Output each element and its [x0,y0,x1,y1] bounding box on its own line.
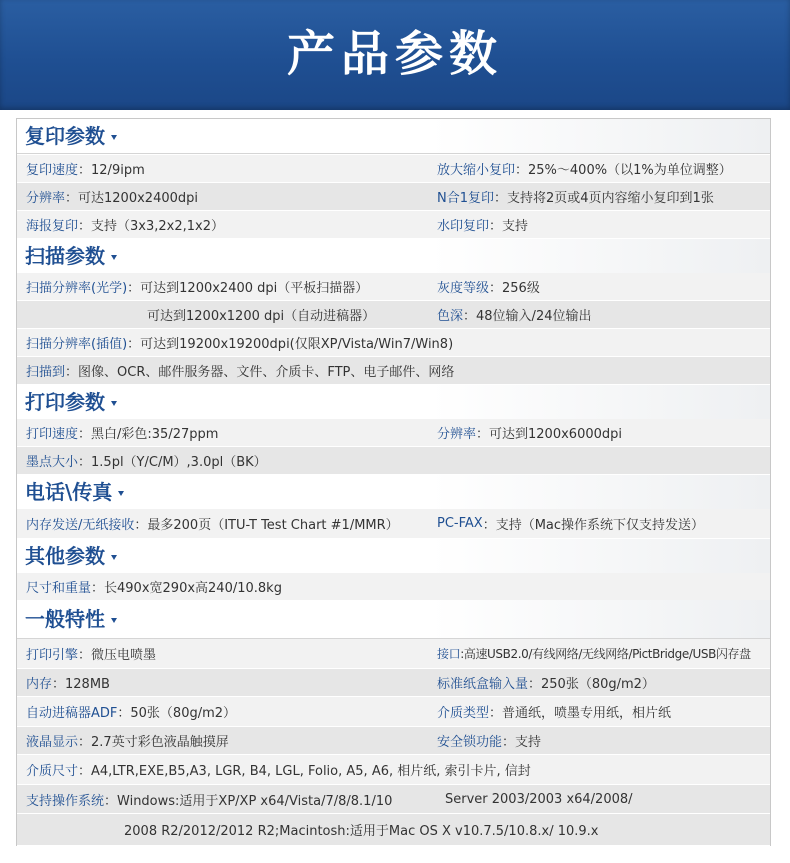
spec-label: 分辨率 [437,427,477,442]
section-other [17,539,770,574]
spec-label: 介质尺寸 [26,764,79,779]
spec-value: ：可达到19200x19200dpi(仅限XP/Vista/Win7/Win8) [127,337,454,352]
chevron-down-icon [111,555,117,560]
chevron-down-icon [118,491,124,496]
chevron-down-icon [111,401,117,406]
spec-row [17,785,770,814]
section-title: 一般特性 [25,600,117,638]
spec-value: :高速USB2.0/有线网络/无线网络/PictBridge/USB闪存盘 [460,647,751,661]
spec-label: 色深 [437,309,464,324]
spec-label: 墨点大小 [26,455,79,470]
spec-value: ：支持（3x3,2x2,1x2） [78,219,224,234]
spec-value: Server 2003/2003 x64/2008/ [445,791,633,807]
spec-row [17,329,770,357]
spec-value: ：支持 [502,735,542,750]
section-title: 打印参数 [25,385,117,419]
spec-row [17,697,770,727]
page-title: 产品参数 [286,26,503,82]
spec-label: 复印速度 [26,163,79,178]
spec-label: N合1复印 [437,191,494,206]
spec-label: 打印引擎 [26,648,79,663]
spec-label: 介质类型 [437,706,490,721]
spec-row [17,183,770,211]
spec-label: 尺寸和重量 [26,581,92,596]
spec-label: 安全锁功能 [437,735,503,750]
spec-row [17,357,770,385]
spec-row [17,814,770,846]
spec-row [17,419,770,447]
spec-value: ：长490x宽290x高240/10.8kg [91,581,282,596]
spec-value: ：支持将2页或4页内容缩小复印到1张 [494,191,714,206]
spec-label: 内存 [26,677,53,692]
spec-row [17,669,770,697]
spec-row [17,211,770,239]
spec-value: ：黑白/彩色:35/27ppm [78,427,219,442]
chevron-down-icon [111,255,117,260]
spec-label: 液晶显示 [26,735,79,750]
spec-label: 水印复印 [437,219,490,234]
spec-row [17,573,770,601]
section-general [17,600,770,639]
spec-value: ：微压电喷墨 [78,648,157,663]
spec-row [17,155,770,183]
spec-row [17,755,770,785]
section-fax [17,475,770,510]
chevron-down-icon [111,135,117,140]
spec-value: ：250张（80g/m2） [528,677,655,692]
spec-value: ：1.5pl（Y/C/M）,3.0pl（BK） [78,455,267,470]
spec-value: ：图像、OCR、邮件服务器、文件、介质卡、FTP、电子邮件、网络 [65,365,455,380]
spec-value: 2008 R2/2012/2012 R2;Macintosh:适用于Mac OS X v10.7.5/10.8.x/ 10.9.x [124,824,599,839]
spec-label: 标准纸盒输入量 [437,677,529,692]
section-copy [17,119,770,154]
spec-label: 接口 [437,647,461,661]
spec-value: ：48位输入/24位输出 [463,309,592,324]
spec-row [17,301,770,329]
spec-label: 扫描到 [26,365,66,380]
spec-row [17,509,770,539]
spec-value: ：128MB [52,677,110,692]
spec-value: ：普通纸，喷墨专用纸，相片纸 [489,706,672,721]
section-title: 其他参数 [25,539,117,573]
spec-label: 分辨率 [26,191,66,206]
spec-label: PC-FAX [437,516,483,531]
spec-label: 灰度等级 [437,281,490,296]
spec-row [17,639,770,669]
header-banner [0,0,790,110]
spec-label: 内存发送/无纸接收 [26,518,135,533]
spec-label: 海报复印 [26,219,79,234]
spec-value: ：可达1200x2400dpi [65,191,198,206]
spec-value: ：Windows:适用于XP/XP x64/Vista/7/8/8.1/10 [104,793,393,809]
spec-row [17,447,770,475]
spec-label: 打印速度 [26,427,79,442]
spec-value: ：可达到1200x6000dpi [476,427,622,442]
spec-value: ：可达到1200x2400 dpi（平板扫描器） [127,281,369,296]
spec-value: ：25%～400%（以1%为单位调整） [515,163,732,178]
section-title: 电话\传真 [25,475,124,509]
spec-value: ：256级 [489,281,540,296]
spec-label: 放大缩小复印 [437,163,516,178]
section-scan [17,239,770,274]
spec-row [17,273,770,301]
spec-label: 自动进稿器ADF [26,706,118,721]
spec-label: 支持操作系统 [26,793,105,809]
spec-value: ：A4,LTR,EXE,B5,A3, LGR, B4, LGL, Folio, A5, A6, 相片纸, 索引卡片, 信封 [78,764,531,779]
spec-value: ：最多200页（ITU-T Test Chart #1/MMR） [134,518,399,533]
section-title: 扫描参数 [25,239,117,273]
section-print [17,385,770,420]
spec-label: 扫描分辨率(光学) [26,281,128,296]
spec-value: ：50张（80g/m2） [117,706,237,721]
spec-value: ：支持 [489,219,529,234]
chevron-down-icon [111,618,117,623]
spec-value: 可达到1200x1200 dpi（自动进稿器） [147,309,376,324]
spec-label: 扫描分辨率(插值) [26,337,128,352]
section-title: 复印参数 [25,119,117,153]
spec-value: ：支持（Mac操作系统下仅支持发送） [482,518,705,533]
spec-row [17,727,770,755]
spec-value: ：12/9ipm [78,163,145,178]
spec-value: ：2.7英寸彩色液晶触摸屏 [78,735,229,750]
